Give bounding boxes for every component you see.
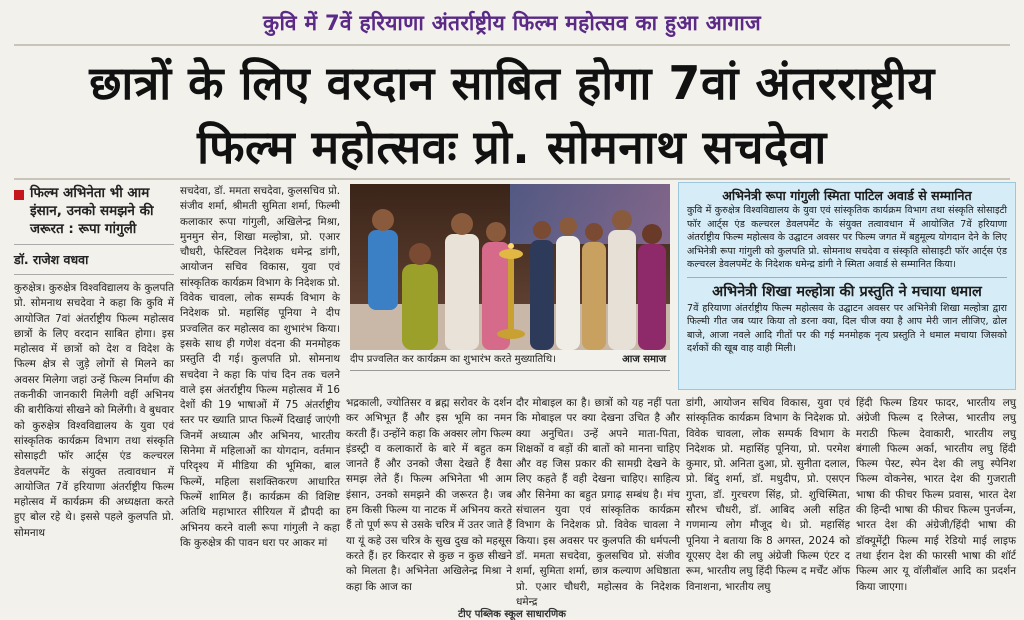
award-text: कुवि में कुरुक्षेत्र विश्वविद्यालय के युवा एवं सांस्कृतिक कार्यक्रम विभाग तथा संस्कृति सोसाइटी फॉर आर्ट्स एंड कल्चरल डेवलपमेंट के संयुक्त तत्वावधान में आयोजित 7वें हरियाणा अंतर्राष्ट्रीय फिल्म महोत्सव के उद्घाटन अवसर पर फिल्म जगत में बहुमूल्य योगदान देने के लिए अभिनेत्री रूपा गांगुली को कुलपति प्रो. सोमनाथ सचदेवा व संस्कृति सोसाइटी फॉर आर्ट्स एंड कल्चरल डेवलपमेंट के निदेशक धमेन्द्र डांगी ने स्मिता अवार्ड से सम्मानित किया।: [687, 205, 1007, 270]
divider: [350, 370, 670, 371]
highlight-box: [678, 182, 1016, 390]
article-column-5: [686, 396, 850, 595]
photo-source: आज समाज: [622, 354, 666, 365]
performance-headline: अभिनेत्री शिखा मल्होत्रा की प्रस्तुति ने मचाया धमाल: [712, 283, 982, 300]
sidebar-headline: फिल्म अभिनेता भी आम इंसान, उनको समझने की जरूरत : रूपा गांगुली: [14, 184, 174, 238]
award-headline: अभिनेत्री रूपा गांगुली स्मिता पाटिल अवार्ड से सम्मानित: [722, 188, 972, 203]
kicker-headline: कुवि में 7वें हरियाणा अंतर्राष्ट्रीय फिल्म महोत्सव का हुआ आगाज: [263, 11, 761, 35]
divider: [687, 277, 1007, 278]
article-column-4: [516, 396, 680, 610]
main-headline-line1: छात्रों के लिए वरदान साबित होगा 7वां अंतरराष्ट्रीय: [89, 56, 935, 110]
article-text: सचदेवा, डॉ. ममता सचदेवा, कुलसचिव प्रो. संजीव शर्मा, श्रीमती सुमिता शर्मा, फिल्मी कलाकार रूपा गांगुली, अखिलेन्द्र मिश्रा, मुनमुन सेन, शिखा मल्होत्रा, प्रो. एआर चौधरी, फेस्टिवल निदेशक धमेन्द्र डांगी, आयोजन सचिव विकास, युवा एवं सांस्कृतिक कार्यक्रम विभाग के निदेशक प्रो. विवेक चावला, लोक सम्पर्क विभाग के निदेशक प्रो. महासिंह पूनिया ने दीप प्रज्वलित कर महोत्सव का शुभारंभ किया। इसके साथ ही गणेश वंदना की मनमोहक प्रस्तुति दी गई। कुलपति प्रो. सोमनाथ सचदेवा ने कहा कि पांच दिन तक चलने वाले इस अंतर्राष्ट्रीय फिल्म महोत्सव में 16 देशों की 19 भाषाओं में 75 अंतर्राष्ट्रीय स्तर पर ख्याति प्राप्त फिल्में दिखाई जाएंगी जिनमें अध्यात्म और अभिनय, भारतीय सिनेमा में महिलाओं का योगदान, वर्तमान परिदृश्य में मीडिया की भूमिका, बाल फिल्में, महिला सशक्तिकरण आधारित फिल्में शामिल हैं। कार्यक्रम की विशिष्ट अतिथि महाभारत सीरियल में द्रौपदी का अभिनय करने वाली रूपा गांगुली ने कहा कि कुरुक्षेत्र की पावन धरा पर आकर मां: [180, 185, 340, 549]
divider: [14, 44, 1010, 46]
article-column-2: [180, 184, 340, 551]
main-headline-line2: फिल्म महोत्सवः प्रो. सोमनाथ सचदेवा: [197, 120, 827, 174]
article-column-1: [14, 184, 174, 541]
byline: डॉ. राजेश वधवा: [14, 252, 89, 267]
event-photo: [350, 184, 670, 350]
divider: [14, 274, 174, 275]
caption-text: दीप प्रज्वलित कर कार्यक्रम का शुभारंभ करते मुख्यातिथि।: [350, 354, 556, 365]
divider: [14, 178, 1010, 180]
divider: [14, 244, 174, 245]
article-column-3: [346, 396, 512, 595]
next-article-strip: टीए पब्लिक स्कूल साधारणिक: [458, 609, 566, 620]
article-text: भद्रकाली, ज्योतिसर व ब्रह्म सरोवर के दर्शन कर अभिभूत हैं और इस भूमि का नमन करती हैं। उन्होंने कहा कि अक्सर लोग फिल्म इंडस्ट्री व कलाकारों के बारे में बहुत कम जानते हैं और उनको जैसा देखते हैं वैसा समझ लेते हैं। फिल्म अभिनेता भी आम इंसान, उनको समझने की जरूरत है। जब हम किसी फिल्म या नाटक में अभिनय करते हैं तो पूर्ण रूप से उसके चरित्र में उतर जाते हैं या यूं कहे उस चरित्र के सुख दुख को महसूस करते हैं। हर किरदार से कुछ न कुछ सीखने को मिलता है। अभिनेता अखिलेन्द्र मिश्रा ने कहा कि आज का: [346, 397, 512, 593]
lamp-lighting-photo: [350, 184, 670, 350]
article-text: हिंदी फिल्म डियर फादर, भारतीय लघु अंग्रेजी फिल्म द रिलेप्स, भारतीय लघु मराठी फिल्म देवाकारी, भारतीय लघु बंगाली फिल्म अर्का, भारतीय लघु हिंदी फिल्म पेस्ट, स्पेन देश की लघु स्पेनिश फिल्म वोकनेस, भारत देश की गुजराती भाषा की फीचर फिल्म प्रवास, भारत देश की हिन्दी भाषा की फीचर फिल्म पुनर्जन्म, भारत देश की अंग्रेजी/हिंदी भाषा की डॉक्यूमेंट्री फिल्म माई रेडियो माई लाइफ तथा ईरान देश की फारसी भाषा की शॉर्ट फिल्म आर यू वॉलीबॉल आदि का प्रदर्शन किया जाएगा।: [856, 397, 1016, 593]
article-text: कुरुक्षेत्र। कुरुक्षेत्र विश्वविद्यालय के कुलपति प्रो. सोमनाथ सचदेवा ने कहा कि कुवि में आयोजित 7वां अंतर्राष्ट्रीय फिल्म महोत्सव छात्रों के लिए वरदान साबित होगा। इस महोत्सव में छात्रों को देश व विदेश के फिल्म क्षेत्र से जुड़े लोगों से मिलने का अवसर मिलेगा जहां उन्हें फिल्म निर्माण की तकनीकी जानकारी मिलेगी वहीं अभिनय की बारीकियां सीखने को मिलेंगी। वे बुधवार को कुरुक्षेत्र विश्वविद्यालय के युवा एवं सांस्कृतिक कार्यक्रम विभाग तथा संस्कृति सोसाइटी फॉर आर्ट्स एंड कल्चरल डेवलपमेंट के संयुक्त तत्वावधान में आयोजित 7वें हरियाणा अंतर्राष्ट्रीय फिल्म महोत्सव में कार्यक्रम की अध्यक्षता करते हुए बोल रहे थे। इससे पहले कुलपति प्रो. सोमनाथ: [14, 282, 174, 539]
article-column-6: [856, 396, 1016, 595]
article-text: दौर मोबाइल का है। छात्रों को यह नहीं पता कि मोबाइल पर क्या देखना उचित है और क्या अनुचित। उन्हें अपने माता-पिता, शिक्षकों व बड़ों की बातों को मानना चाहिए और वह जिस प्रकार की सामग्री देखने के लिए कहते हैं वही देखना चाहिए। साहित्य और सिनेमा का बहुत प्रगाढ़ सम्बंध है। मंच संचालन युवा एवं सांस्कृतिक कार्यक्रम विभाग के निदेशक प्रो. विवेक चावला ने किया। इस अवसर पर कुलपति की धर्मपत्नी डॉ. ममता सचदेवा, कुलसचिव प्रो. संजीव शर्मा, सुमिता शर्मा, छात्र कल्याण अधिष्ठाता प्रो. एआर चौधरी, महोत्सव के निदेशक धमेन्द्र: [516, 397, 680, 608]
performance-text: 7वें हरियाणा अंतर्राष्ट्रीय फिल्म महोत्सव के उद्घाटन अवसर पर अभिनेत्री शिखा मल्होत्रा द्वारा फिल्मी गीत जब प्यार किया तो डरना क्या, दिल चीज क्या है आप मेरी जान लीजिए, ढोल बाजे, आजा नवले आदि गीतों पर की गई मनमोहक नृत्य प्रस्तुति ने धमाल मचाया जिसको दर्शकों की खूब वाह वाही मिली।: [687, 302, 1007, 354]
photo-caption: [350, 352, 670, 368]
article-text: डांगी, आयोजन सचिव विकास, युवा एवं सांस्कृतिक कार्यक्रम विभाग के निदेशक प्रो. विवेक चावला, लोक सम्पर्क विभाग के निदेशक प्रो. महासिंह पूनिया, प्रो. परमेश कुमार, प्रो. अनिता दुआ, प्रो. सुनीता दलाल, प्रो. बिंदु शर्मा, डॉ. मधुदीप, प्रो. एसएन गुप्ता, डॉ. गुरचरण सिंह, प्रो. शुचिस्मिता, सौरभ चौधरी, डॉ. आबिद अली सहित गणमान्य लोग मौजूद थे। प्रो. महासिंह पूनिया ने बताया कि 8 अगस्त, 2024 को यूएसए देश की लघु अंग्रेजी फिल्म एंटर द रूम, भारतीय लघु हिंदी फिल्म द मर्चेंट ऑफ विनाशना, भारतीय लघु: [686, 397, 850, 593]
bullet-square-icon: [14, 190, 24, 200]
